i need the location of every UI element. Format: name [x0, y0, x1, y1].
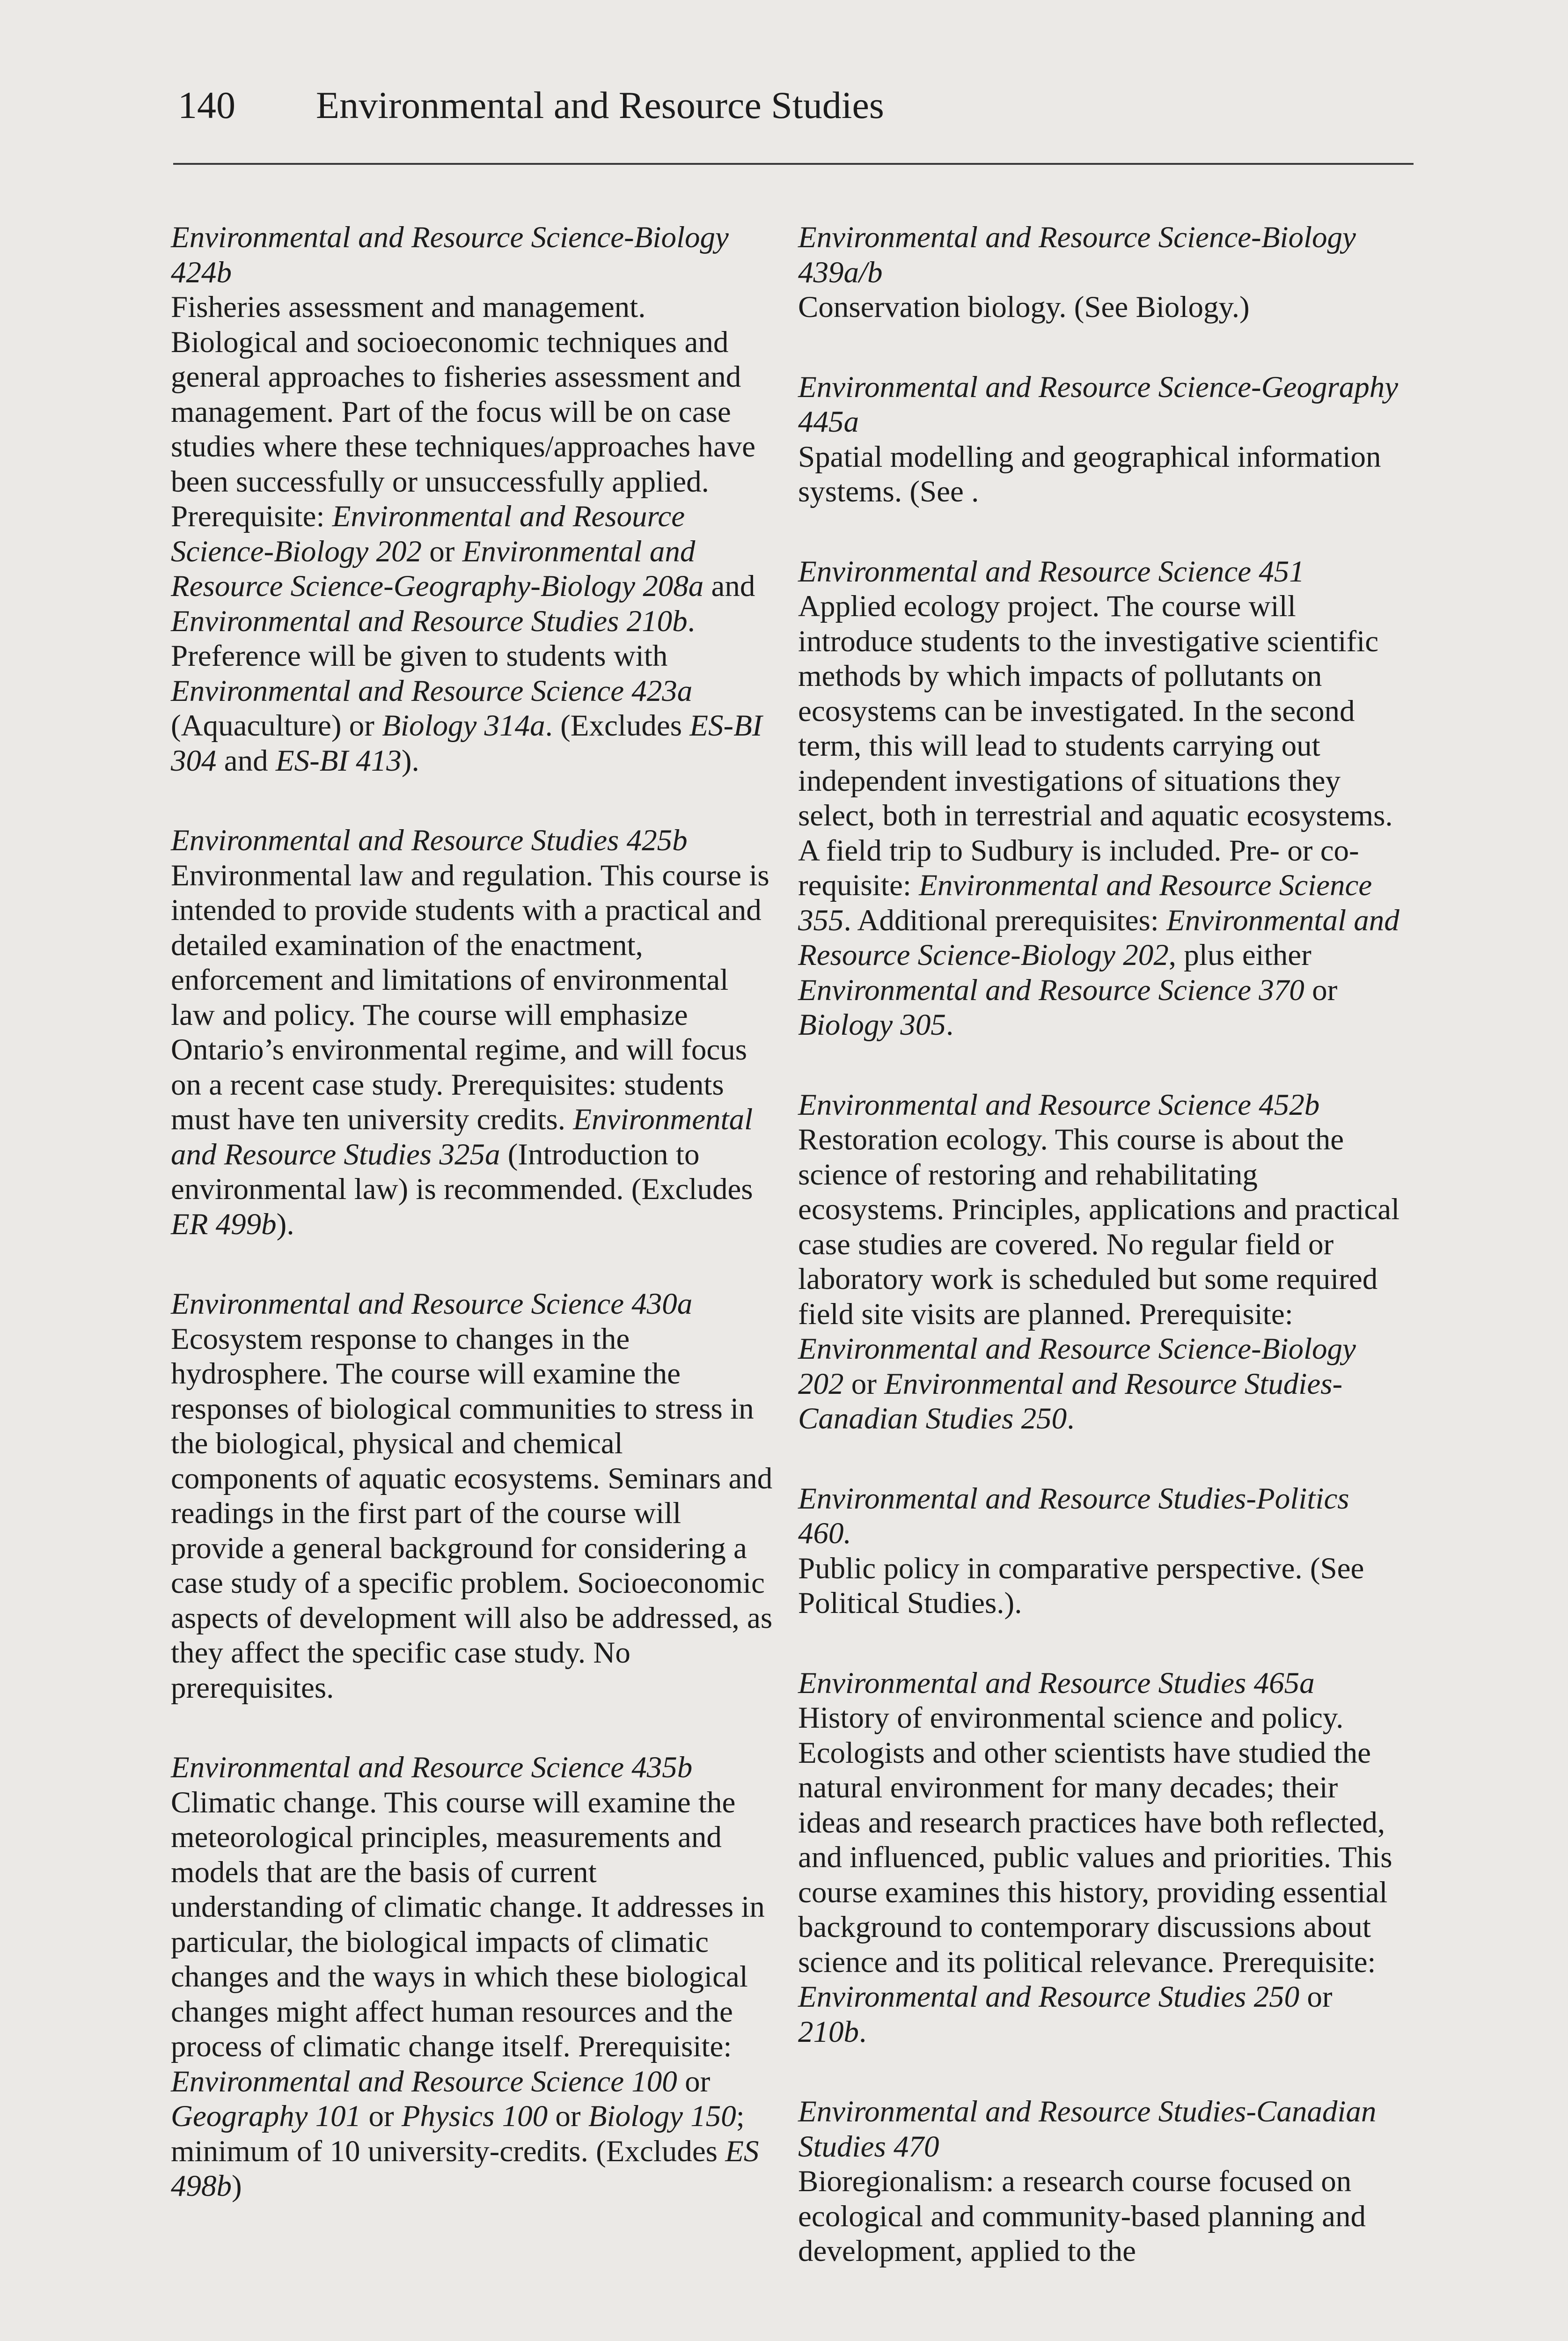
course-description: Environmental law and regulation. This course is intended to provide students with a practical and detailed examination of the enactment, enforcement and limitations of environmental law and policy. The course will emphasize Ontario’s environmental regime, and will focus on a recent case study. Prerequisites: students must have ten university credits. Environmental and Resource Studies 325a (Introduction to environmental law) is recommended. (Excludes ER 499b). [171, 858, 769, 1241]
course-description: Applied ecology project. The course will introduce students to the investigative scientific methods by which impacts of pollutants on ecosystems can be investigated. In the second term, this will lead to students carrying out independent investigations of situations they select, both in terrestrial and aquatic ecosystems. A field trip to Sudbury is included. Pre- or co-requisite: Environmental and Resource Science 355. Additional prerequisites: Environmental and Resource Science-Biology 202, plus either Environmental and Resource Science 370 or Biology 305. [798, 589, 1399, 1042]
course-description: Restoration ecology. This course is about the science of restoring and rehabilitating ecosystems. Principles, applications and practical case studies are covered. No regular field or laboratory work is scheduled but some required field site visits are planned. Prerequisite: Environmental and Resource Science-Biology 202 or Environmental and Resource Studies-Canadian Studies 250. [798, 1123, 1400, 1436]
course-description: Spatial modelling and geographical information systems. (See . [798, 440, 1381, 508]
header-rule [173, 163, 1414, 165]
course-entry [798, 220, 1402, 325]
course-description: Fisheries assessment and management. Biological and socioeconomic techniques and general approaches to fisheries assessment and management. Part of the focus will be on case studies where these techniques/approaches have been successfully or unsuccessfully applied. Prerequisite: Environmental and Resource Science-Biology 202 or Environmental and Resource Science-Geography-Biology 208a and Environmental and Resource Studies 210b. Preference will be given to students with Environmental and Resource Science 423a (Aquaculture) or Biology 314a. (Excludes ES-BI 304 and ES-BI 413). [171, 290, 762, 778]
course-title: Environmental and Resource Studies-Politics 460. [798, 1481, 1349, 1550]
course-entry [798, 1481, 1402, 1621]
course-entry [171, 1750, 775, 2204]
page-number: 140 [178, 84, 235, 126]
course-description: Climatic change. This course will examine the meteorological principles, measurements and models that are the basis of current understanding of climatic change. It addresses in particular, the biological impacts of climatic changes and the ways in which these biological changes might affect human resources and the process of climatic change itself. Prerequisite: Environmental and Resource Science 100 or Geography 101 or Physics 100 or Biology 150; minimum of 10 university-credits. (Excludes ES 498b) [171, 1785, 765, 2203]
course-title: Environmental and Resource Studies 425b [171, 824, 688, 857]
right-column [798, 220, 1402, 2314]
course-description: Conservation biology. (See Biology.) [798, 290, 1250, 324]
page-header [178, 83, 1414, 140]
course-entry [798, 1088, 1402, 1436]
course-title: Environmental and Resource Studies 465a [798, 1666, 1315, 1700]
course-entry [171, 220, 775, 778]
course-title: Environmental and Resource Science 452b [798, 1088, 1320, 1122]
course-entry [171, 1287, 775, 1705]
course-title: Environmental and Resource Science 435b [171, 1751, 693, 1784]
course-title: Environmental and Resource Science 430a [171, 1287, 693, 1321]
course-title: Environmental and Resource Science-Biology 424b [171, 221, 729, 289]
course-entry [171, 823, 775, 1242]
course-title: Environmental and Resource Science 451 [798, 554, 1304, 589]
course-entry [798, 554, 1402, 1043]
course-description: Ecosystem response to changes in the hydrosphere. The course will examine the responses of biological communities to stress in the biological, physical and chemical components of aquatic ecosystems. Seminars and readings in the first part of the course will provide a general background for considering a case study of a specific problem. Socioeconomic aspects of development will also be addressed, as they affect the specific case study. No prerequisites. [171, 1322, 773, 1705]
course-entry [798, 2094, 1402, 2269]
course-entry [798, 1666, 1402, 2050]
course-description: History of environmental science and policy. Ecologists and other scientists have studied the natural environment for many decades; their ideas and research practices have both reflected, and influenced, public values and priorities. This course examines this history, providing essential background to contemporary discussions about science and its political relevance. Prerequisite: Environmental and Resource Studies 250 or 210b. [798, 1701, 1392, 2049]
course-title: Environmental and Resource Science-Biology 439a/b [798, 221, 1356, 289]
running-title: Environmental and Resource Studies [316, 84, 884, 126]
course-title: Environmental and Resource Studies-Canadian Studies 470 [798, 2095, 1377, 2164]
course-title: Environmental and Resource Science-Geography 445a [798, 370, 1399, 439]
course-description: Public policy in comparative perspective. (See Political Studies.). [798, 1551, 1364, 1620]
course-description: Bioregionalism: a research course focused on ecological and community-based planning and development, applied to the [798, 2164, 1366, 2268]
left-column [171, 220, 775, 2249]
course-entry [798, 370, 1402, 509]
